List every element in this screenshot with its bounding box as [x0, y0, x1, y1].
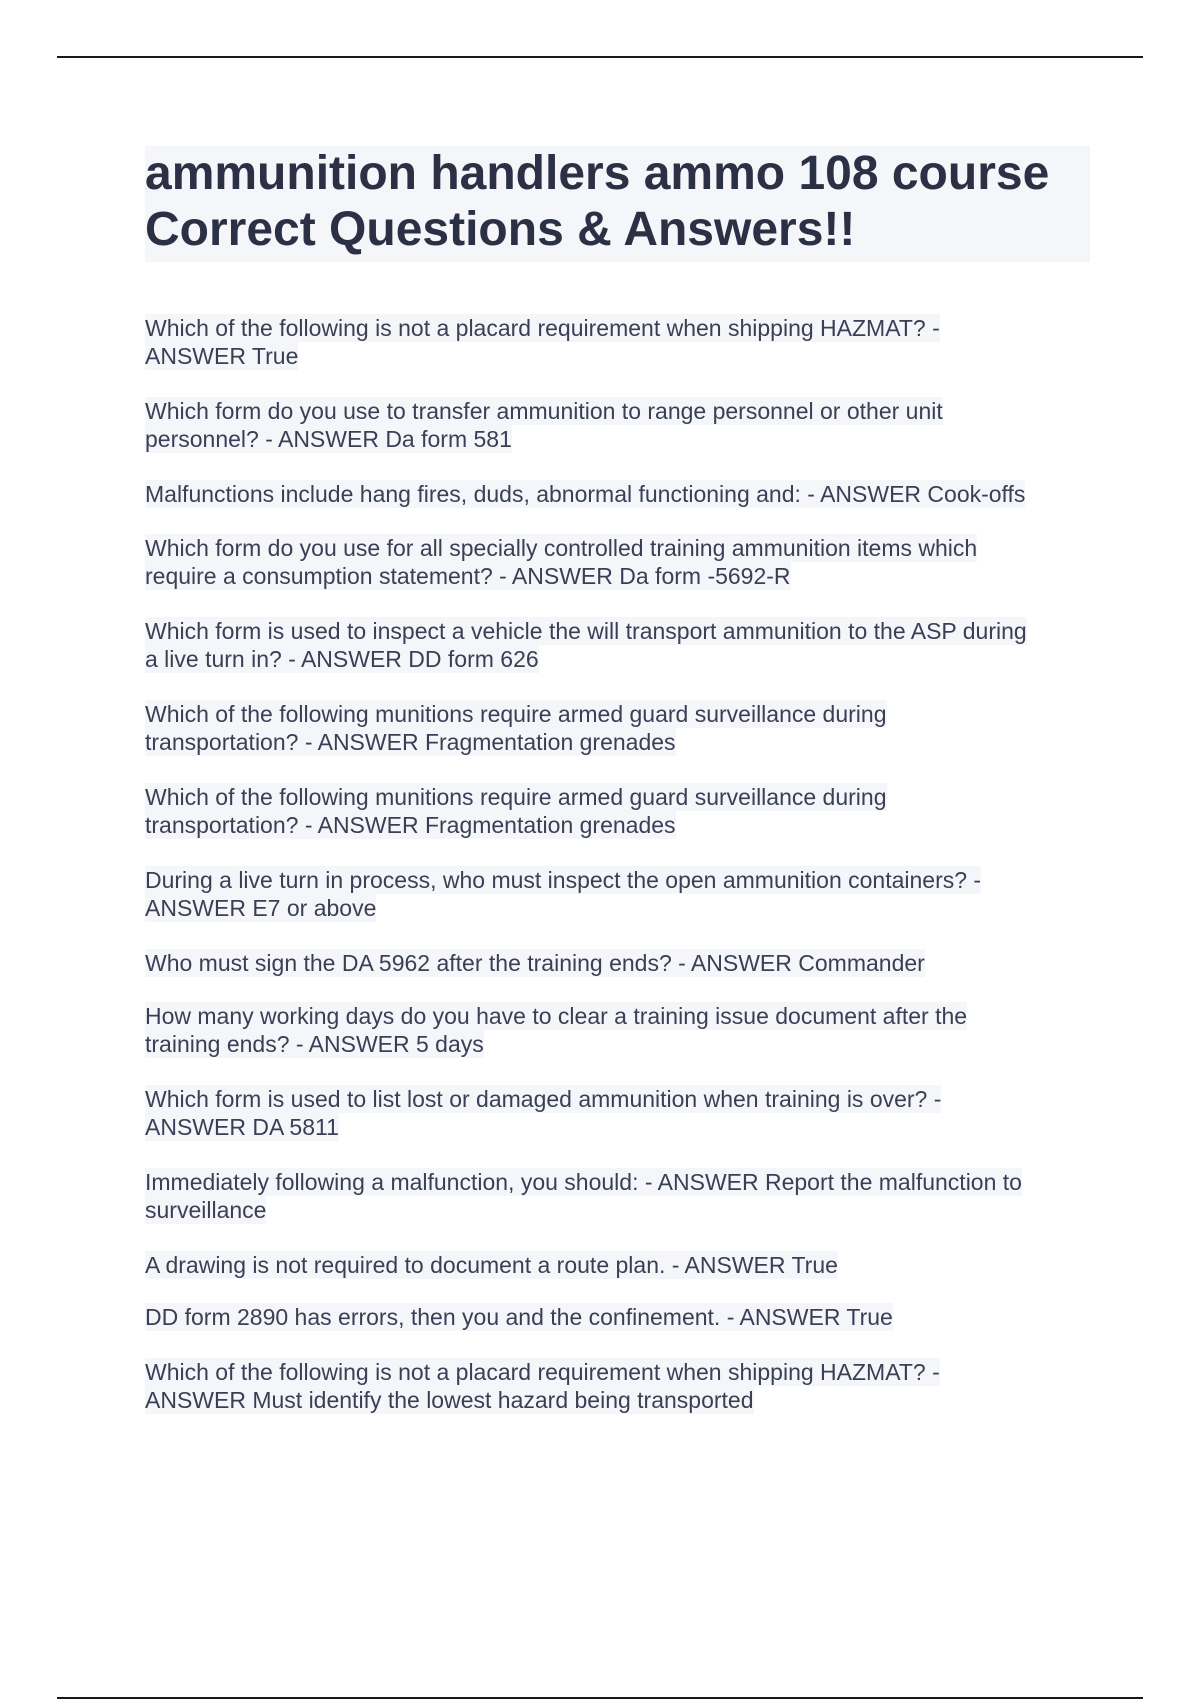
qa-item: [145, 783, 1090, 839]
qa-text-line: ANSWER DA 5811: [145, 1114, 339, 1140]
qa-item: [145, 1085, 1090, 1141]
qa-text-line: Immediately following a malfunction, you should: - ANSWER Report the malfunction to: [145, 1169, 1022, 1195]
qa-item: [145, 534, 1090, 590]
qa-text-line: require a consumption statement? - ANSWER Da form -5692-R: [145, 563, 791, 589]
qa-text-line: Which of the following munitions require armed guard surveillance during: [145, 701, 887, 727]
qa-item: [145, 314, 1090, 370]
bottom-rule: [57, 1697, 1143, 1699]
qa-text-line: ANSWER E7 or above: [145, 895, 377, 921]
qa-text-line: ANSWER Must identify the lowest hazard being transported: [145, 1387, 754, 1413]
document-title: [145, 146, 1090, 258]
title-block: [145, 146, 1090, 262]
qa-text-line: How many working days do you have to clear a training issue document after the: [145, 1003, 968, 1029]
qa-item: [145, 480, 1090, 508]
qa-text-line: DD form 2890 has errors, then you and the confinement. - ANSWER True: [145, 1304, 893, 1330]
qa-text-line: Who must sign the DA 5962 after the training ends? - ANSWER Commander: [145, 950, 925, 976]
qa-text-line: Which form is used to inspect a vehicle the will transport ammunition to the ASP during: [145, 618, 1027, 644]
qa-item: [145, 949, 1090, 977]
qa-item: [145, 1002, 1090, 1058]
qa-item: [145, 1358, 1090, 1414]
title-line: Correct Questions & Answers!!: [145, 203, 856, 256]
title-line: ammunition handlers ammo 108 course: [145, 147, 1050, 200]
qa-item: [145, 1303, 1090, 1331]
qa-item: [145, 397, 1090, 453]
qa-text-line: Which of the following is not a placard requirement when shipping HAZMAT? -: [145, 315, 940, 341]
qa-text-line: ANSWER True: [145, 343, 299, 369]
qa-item: [145, 866, 1090, 922]
qa-text-line: Malfunctions include hang fires, duds, abnormal functioning and: - ANSWER Cook-offs: [145, 481, 1026, 507]
qa-text-line: Which of the following is not a placard requirement when shipping HAZMAT? -: [145, 1359, 940, 1385]
qa-item: [145, 1251, 1090, 1279]
qa-text-line: personnel? - ANSWER Da form 581: [145, 426, 512, 452]
top-rule: [57, 56, 1143, 58]
qa-text-line: transportation? - ANSWER Fragmentation grenades: [145, 729, 676, 755]
qa-text-line: surveillance: [145, 1197, 267, 1223]
qa-list: [145, 314, 1090, 1414]
qa-item: [145, 617, 1090, 673]
qa-item: [145, 700, 1090, 756]
qa-text-line: transportation? - ANSWER Fragmentation grenades: [145, 812, 676, 838]
document-body: [145, 146, 1090, 1441]
qa-text-line: Which form is used to list lost or damaged ammunition when training is over? -: [145, 1086, 942, 1112]
qa-text-line: Which form do you use to transfer ammunition to range personnel or other unit: [145, 398, 943, 424]
qa-text-line: a live turn in? - ANSWER DD form 626: [145, 646, 539, 672]
qa-text-line: Which form do you use for all specially controlled training ammunition items which: [145, 535, 978, 561]
qa-text-line: training ends? - ANSWER 5 days: [145, 1031, 484, 1057]
qa-item: [145, 1168, 1090, 1224]
qa-text-line: A drawing is not required to document a route plan. - ANSWER True: [145, 1252, 838, 1278]
qa-text-line: Which of the following munitions require armed guard surveillance during: [145, 784, 887, 810]
qa-text-line: During a live turn in process, who must inspect the open ammunition containers? -: [145, 867, 982, 893]
